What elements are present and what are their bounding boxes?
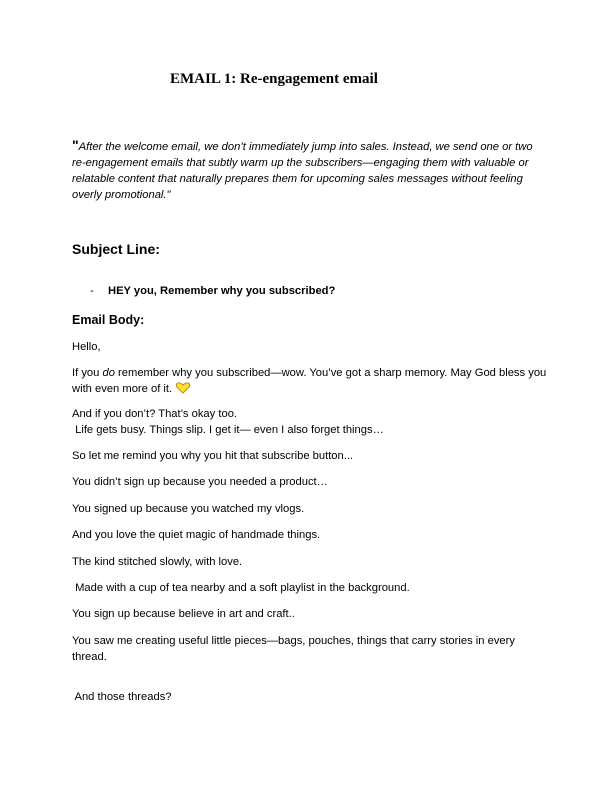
page-title: EMAIL 1: Re-engagement email	[170, 71, 378, 87]
body-paragraph-1-end: remember why you subscribed—wow. You’ve got a sharp memory. May God bless you with even more of it.	[72, 367, 547, 395]
bullet-dash: -	[90, 285, 94, 297]
body-paragraph-2	[72, 406, 548, 438]
body-paragraph-1	[72, 365, 548, 397]
body-paragraph-5: You signed up because you watched my vlogs.	[72, 503, 305, 515]
body-paragraph-4: You didn’t sign up because you needed a product…	[72, 476, 328, 488]
body-paragraph-9: You sign up because believe in art and craft..	[72, 608, 295, 620]
body-paragraph-11: And those threads?	[72, 691, 172, 703]
emphasis-do: do	[102, 367, 115, 379]
body-paragraph-6: And you love the quiet magic of handmade things.	[72, 529, 321, 541]
subject-line-text: HEY you, Remember why you subscribed?	[108, 285, 336, 297]
body-paragraph-7: The kind stitched slowly, with love.	[72, 556, 243, 568]
intro-quote-text: After the welcome email, we don’t immediately jump into sales. Instead, we send one or two re-engagement emails that subtly warm up the subscribers—engaging them with valuable or relatable content that naturally prepares them for upcoming sales messages without feeling overly promotional."	[72, 141, 533, 201]
intro-quote	[72, 137, 540, 203]
body-paragraph-8: Made with a cup of tea nearby and a soft playlist in the background.	[72, 582, 410, 594]
body-paragraph-1-start: If you	[72, 367, 103, 379]
subject-line-item	[90, 285, 335, 297]
body-paragraph-3: So let me remind you why you hit that subscribe button...	[72, 450, 354, 462]
opening-quote-mark: "	[72, 137, 79, 153]
email-body-heading: Email Body:	[72, 313, 145, 327]
greeting: Hello,	[72, 341, 101, 353]
yellow-heart-icon	[175, 382, 191, 394]
body-paragraph-2-line-2: Life gets busy. Things slip. I get it— even I also forget things…	[72, 424, 384, 436]
body-paragraph-10: You saw me creating useful little pieces—bags, pouches, things that carry stories in every thread.	[72, 635, 515, 663]
body-paragraph-2-line-1: And if you don’t? That’s okay too.	[72, 408, 238, 420]
subject-line-heading: Subject Line:	[72, 241, 160, 257]
